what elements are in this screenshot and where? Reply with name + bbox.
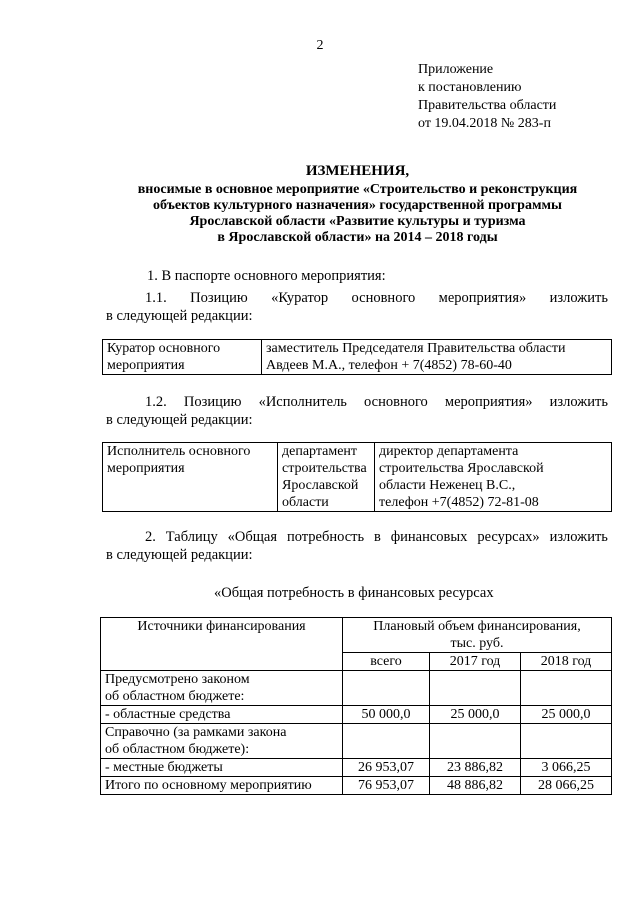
value-cell: 28 066,25 [521,777,612,795]
word: изложить [549,290,608,306]
header-cell: 2018 год [521,653,612,671]
word: мероприятия» [444,394,533,410]
word: изложить [549,394,608,410]
table-cell [430,724,521,759]
row-label: - областные средства [101,706,343,724]
row-label: - местные бюджеты [101,759,343,777]
appendix-line: Приложение [418,62,494,77]
director-info: директор департамента [379,444,519,459]
paragraph-1: 1. В паспорте основного мероприятия: [147,268,386,284]
word: 1.1. [145,290,167,306]
title-line: объектов культурного назначения» государственной программы [153,198,562,213]
value-cell: 25 000,0 [521,706,612,724]
department-name: области [282,495,329,510]
table-cell [101,724,343,759]
value-cell: 3 066,25 [521,759,612,777]
word: «Куратор [271,290,329,306]
page-number: 2 [316,38,324,53]
department-name: департамент [282,444,358,459]
executor-table [102,442,612,512]
table-cell [430,671,521,706]
table-cell [521,724,612,759]
word: Позицию [183,394,242,410]
header-sources: Источники финансирования [137,619,306,634]
executor-label: Исполнитель основного [107,444,251,459]
table-cell [278,443,375,512]
paragraph-2 [145,528,608,546]
director-info: телефон +7(4852) 72-81-08 [379,495,539,510]
department-name: строительства [282,461,367,476]
row-label: Справочно (за рамками закона [105,725,287,740]
header-cell: 2017 год [430,653,521,671]
table-cell [103,443,278,512]
appendix-line: к постановлению [418,80,522,95]
word: в [374,529,381,545]
table-cell [343,671,430,706]
word: мероприятия» [438,290,527,306]
paragraph-1-2-continuation: в следующей редакции: [106,412,253,428]
executor-label: мероприятия [107,461,185,476]
table-caption-text: «Общая потребность в финансовых ресурсах [214,585,494,601]
table-cell [262,340,612,375]
value-cell: 26 953,07 [343,759,430,777]
curator-value: заместитель Председателя Правительства области [266,341,566,356]
appendix-note [418,61,556,133]
word: 1.2. [145,394,167,410]
appendix-line: от 19.04.2018 № 283-п [418,116,551,131]
header-plan: Плановый объем финансирования, [373,619,581,634]
table-row [103,340,612,375]
paragraph-1-1-continuation: в следующей редакции: [106,308,253,324]
department-name: Ярославской [282,478,359,493]
value-cell: 25 000,0 [430,706,521,724]
title-line: вносимые в основное мероприятие «Строительство и реконструкция [137,182,578,197]
curator-label: Куратор основного [107,341,221,356]
director-info: области Неженец В.С., [379,478,516,493]
curator-label: мероприятия [107,358,185,373]
paragraph-1-1 [145,289,608,307]
curator-value: Авдеев М.А., телефон + 7(4852) 78-60-40 [266,358,512,373]
table-cell [103,340,262,375]
appendix-line: Правительства области [418,98,557,113]
table-row [101,759,612,777]
title-heading: ИЗМЕНЕНИЯ, [305,163,410,179]
word: потребность [286,529,365,545]
header-cell [343,618,612,653]
table-cell [521,671,612,706]
finance-table [100,617,612,795]
document-title [95,163,620,246]
word: основного [351,290,416,306]
word: изложить [549,529,608,545]
table-row [101,724,612,759]
word: Позицию [190,290,248,306]
word: 2. [145,529,156,545]
table-cell [101,671,343,706]
table-row [103,443,612,512]
value-cell: 48 886,82 [430,777,521,795]
table-row [101,777,612,795]
value-cell: 50 000,0 [343,706,430,724]
word: ресурсах» [477,529,540,545]
table-header-row [101,618,612,653]
word: финансовых [390,529,468,545]
paragraph-2-continuation: в следующей редакции: [106,547,253,563]
value-cell: 23 886,82 [430,759,521,777]
table-cell [375,443,612,512]
word: «Исполнитель [258,394,347,410]
word: «Общая [227,529,278,545]
title-line: в Ярославской области» на 2014 – 2018 годы [217,230,498,245]
header-cell [101,618,343,671]
title-line: Ярославской области «Развитие культуры и туризма [189,214,526,229]
header-plan: тыс. руб. [450,636,504,651]
header-cell: всего [343,653,430,671]
curator-table [102,339,612,375]
row-label: об областном бюджете): [105,742,250,757]
director-info: строительства Ярославской [379,461,544,476]
row-label: Предусмотрено законом [105,672,250,687]
table-row [101,706,612,724]
row-label: об областном бюджете: [105,689,245,704]
word: основного [364,394,428,410]
table-row [101,671,612,706]
value-cell: 76 953,07 [343,777,430,795]
word: Таблицу [165,529,218,545]
paragraph-1-2 [145,393,608,411]
table-cell [343,724,430,759]
row-label: Итого по основному мероприятию [101,777,343,795]
